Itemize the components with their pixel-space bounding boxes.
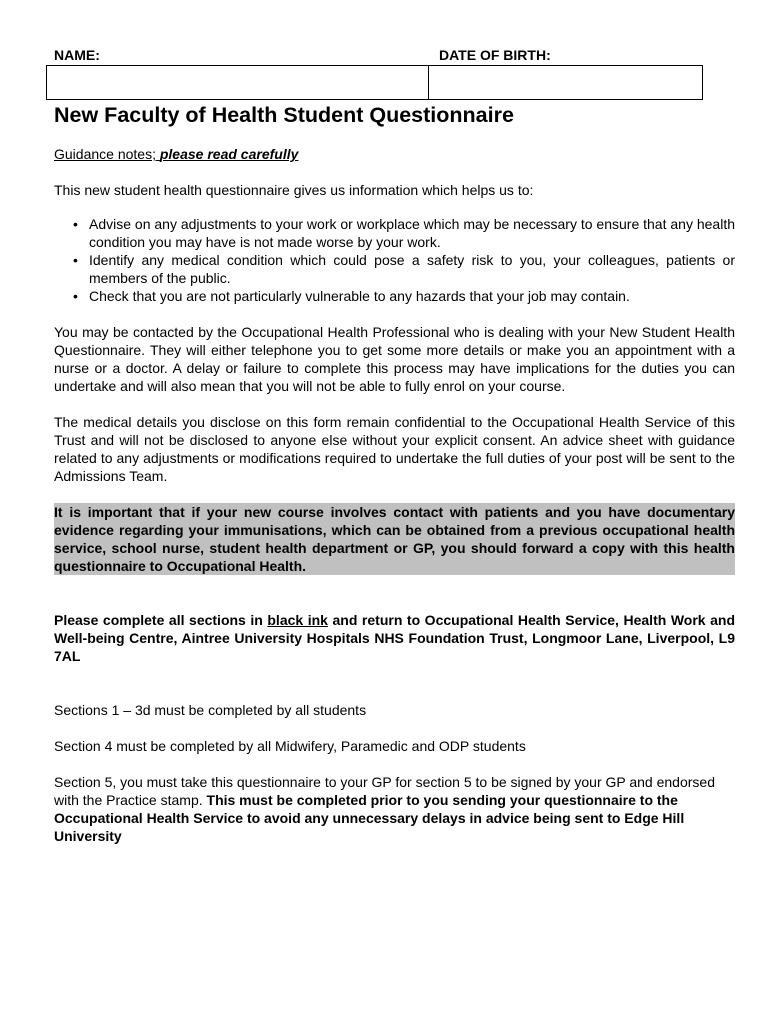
name-field[interactable] (46, 65, 429, 100)
confidential-paragraph: The medical details you disclose on this form remain confidential to the Occupational Health Service of this Trust and will not be disclosed to anyone else without your explicit consent. An advice sheet with guidance related to any adjustments or modifications required to undertake the full duties of your post will be sent to the Admissions Team. (54, 414, 735, 484)
list-item: • Identify any medical condition which could pose a safety risk to you, your colleagues, patients or members of the public. (54, 251, 735, 287)
purpose-list (54, 215, 735, 305)
section5-bold: This must be completed prior to you sending your questionnaire to the Occupational Health Service to avoid any unnecessary delays in advice being sent to Edge Hill University (54, 792, 685, 844)
section4-note: Section 4 must be completed by all Midwifery, Paramedic and ODP students (54, 738, 526, 754)
return-before: Please complete all sections in (54, 612, 268, 628)
intro-text: This new student health questionnaire gives us information which helps us to: (54, 182, 534, 198)
contact-paragraph: You may be contacted by the Occupational Health Professional who is dealing with your New Student Health Questionnaire. They will either telephone you to get some more details or make you an appointment with a nurse or a doctor. A delay or failure to complete this process may have implications for the duties you can undertake and will also mean that you will not be able to fully enrol on your course. (54, 324, 735, 394)
list-item: • Advise on any adjustments to your work or workplace which may be necessary to ensure that any health condition you may have is not made worse by your work. (54, 215, 735, 251)
sections-all-note: Sections 1 – 3d must be completed by all students (54, 702, 367, 718)
return-instructions (54, 611, 735, 665)
page-title: New Faculty of Health Student Questionnaire (54, 103, 514, 127)
black-ink-text: black ink (267, 612, 328, 628)
immunisation-paragraph: It is important that if your new course involves contact with patients and you have documentary evidence regarding your immunisations, which can be obtained from a previous occupational health service, school nurse, student health department or GP, you should forward a copy with this health questionnaire to Occupational Health. (54, 504, 735, 574)
guidance-emphasis: please read carefully (159, 146, 299, 162)
guidance-prefix: Guidance notes; (54, 146, 160, 162)
guidance-body (54, 145, 735, 845)
section5-normal: Section 5, you must take this questionnaire to your GP for section 5 to be signed by your GP and endorsed with the Practice stamp. (54, 774, 715, 808)
date-of-birth-field[interactable] (428, 65, 703, 100)
name-label: NAME: (54, 47, 100, 63)
section5-note (54, 773, 735, 845)
date-of-birth-label: DATE OF BIRTH: (439, 47, 551, 63)
guidance-heading (54, 145, 735, 163)
list-item: • Check that you are not particularly vulnerable to any hazards that your job may contain. (54, 287, 735, 305)
return-address: and return to Occupational Health Service, Health Work and Well-being Centre, Aintree University Hospitals NHS Foundation Trust, Longmoor Lane, Liverpool, L9 7AL (54, 612, 736, 664)
